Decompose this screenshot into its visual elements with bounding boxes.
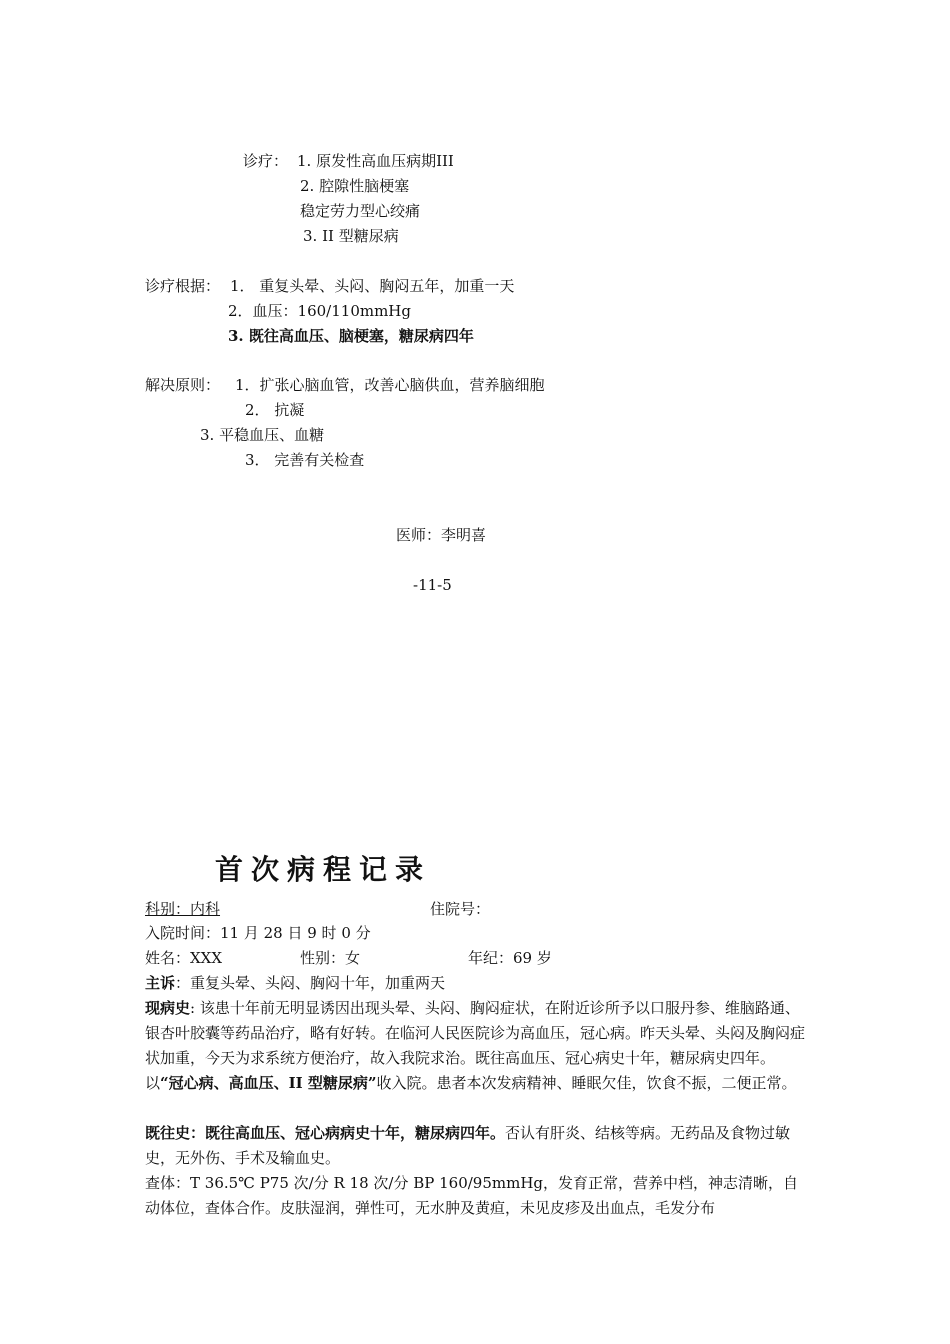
page-marker: -11-5 xyxy=(413,576,452,594)
physical-exam: 查体：T 36.5℃ P75 次/分 R 18 次/分 BP 160/95mmHg，发育正常，营养中档，神志清晰，自动体位，查体合作。皮肤湿润，弹性可，无水肿及黄疸，未见皮疹及出血点，毛发分布 xyxy=(145,1174,799,1217)
hpi-text-2: 收入院。患者本次发病精神、睡眠欠佳，饮食不振，二便正常。 xyxy=(376,1074,797,1092)
hpi-label: 现病史 xyxy=(145,999,191,1017)
admit-time: 入院时间：11 月 28 日 9 时 0 分 xyxy=(145,924,371,942)
diagnosis-item: 稳定劳力型心绞痛 xyxy=(300,202,421,220)
patient-gender: 性别：女 xyxy=(300,949,361,967)
diagnosis-item: 3. II 型糖尿病 xyxy=(303,227,399,245)
basis-item: 3. 既往高血压、脑梗塞，糖尿病四年 xyxy=(228,327,474,345)
principles-item: 3. 平稳血压、血糖 xyxy=(200,426,325,444)
chief-text: ：重复头晕、头闷、胸闷十年，加重两天 xyxy=(175,974,446,992)
record-title: 首次病程记录 xyxy=(215,853,432,886)
chief-complaint xyxy=(145,973,445,993)
hpi-diagnosis: “冠心病、高血压、II 型糖尿病” xyxy=(160,1074,377,1092)
principles-item: 1．扩张心脑血管，改善心脑供血，营养脑细胞 xyxy=(235,376,545,394)
past-label: 既往史：既往高血压、冠心病病史十年，糖尿病四年。 xyxy=(145,1124,506,1142)
basis-label: 诊疗根据： xyxy=(145,277,221,295)
diagnosis-item: 2. 腔隙性脑梗塞 xyxy=(300,177,410,195)
admission-no-field: 住院号： xyxy=(430,900,491,918)
basis-item: 1． 重复头晕、头闷、胸闷五年，加重一天 xyxy=(230,277,515,295)
principles-item: 2． 抗凝 xyxy=(245,401,305,419)
past-history xyxy=(145,1121,810,1171)
principles-label: 解决原则： xyxy=(145,376,221,394)
patient-name: 姓名：XXX xyxy=(145,949,223,967)
diagnosis-label: 诊疗： xyxy=(243,152,289,170)
basis-item: 2．血压：160/110mmHg xyxy=(228,302,411,320)
principles-item: 3． 完善有关检查 xyxy=(245,451,365,469)
hpi-text: : 该患十年前无明显诱因出现头晕、头闷、胸闷症状，在附近诊所予以口服丹参、维脑路通、银杏叶胶囊等药品治疗，略有好转。在临河人民医院诊为高血压，冠心病。昨天头晕、头闷及胸闷症状加重，今天为求系统方便治疗，故入我院求治。既往高血压、冠心病史十年，糖尿病史四年。以 xyxy=(145,999,806,1092)
present-illness xyxy=(145,996,810,1096)
dept-field: 科别：内科 xyxy=(145,900,221,918)
doctor-signature: 医师：李明喜 xyxy=(396,526,487,544)
dept-admission-row xyxy=(145,899,525,919)
chief-label: 主诉 xyxy=(145,974,176,992)
past-text: 否认有肝炎、结核等病。无药品及食物过敏史，无外伤、手术及输血史。 xyxy=(145,1124,791,1167)
patient-age: 年纪：69 岁 xyxy=(468,949,552,967)
diagnosis-item: 1. 原发性高血压病期III xyxy=(297,152,454,170)
